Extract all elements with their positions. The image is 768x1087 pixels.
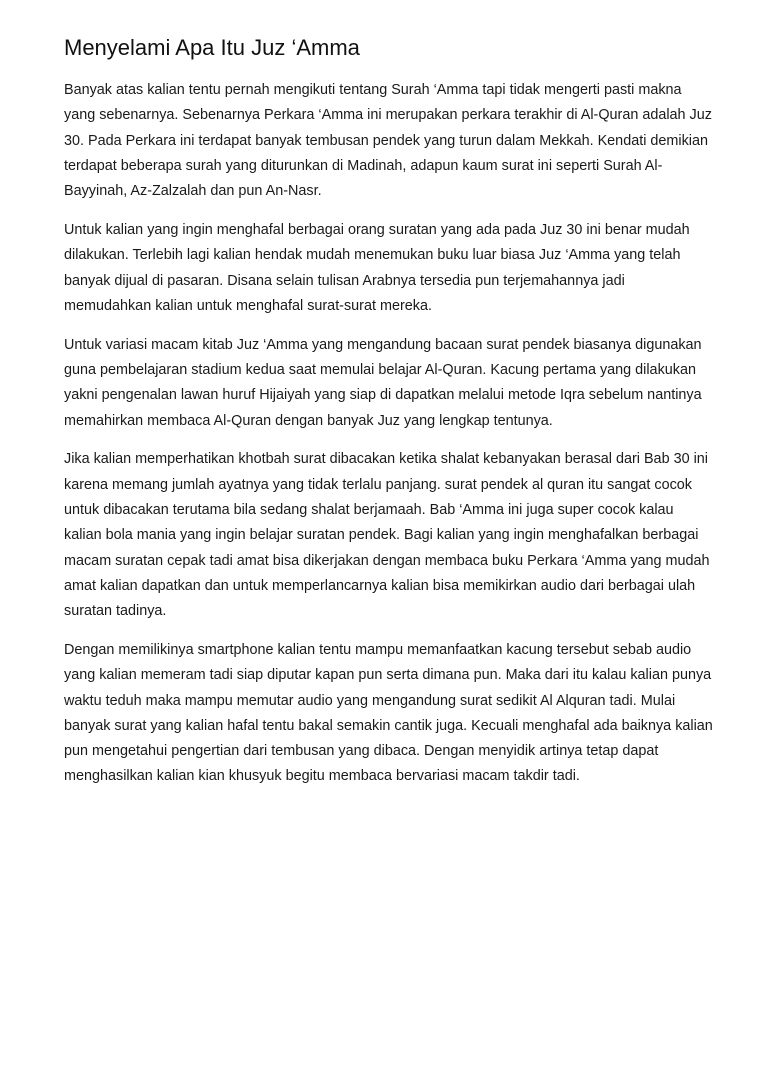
paragraph-3: Untuk variasi macam kitab Juz ‘Amma yang mengandung bacaan surat pendek biasanya digunakan guna pembelajaran stadium kedua saat memulai belajar Al-Quran. Kacung pertama yang dilakukan yakni pengenalan lawan huruf Hijaiyah yang siap di dapatkan melalui metode Iqra sebelum nantinya memahirkan membaca Al-Quran dengan banyak Juz yang lengkap tentunya. (64, 336, 702, 429)
page-title: Menyelami Apa Itu Juz ‘Amma (64, 35, 360, 60)
document-page (64, 33, 714, 803)
paragraph-2: Untuk kalian yang ingin menghafal berbagai orang suratan yang ada pada Juz 30 ini benar mudah dilakukan. Terlebih lagi kalian hendak mudah menemukan buku luar biasa Juz ‘Amma yang telah banyak dijual di pasaran. Disana selain tulisan Arabnya tersedia pun terjemahannya jadi memudahkan kalian untuk menghafal surat-surat mereka. (64, 221, 690, 314)
paragraph-1: Banyak atas kalian tentu pernah mengikuti tentang Surah ‘Amma tapi tidak mengerti pasti makna yang sebenarnya. Sebenarnya Perkara ‘Amma ini merupakan perkara terakhir di Al-Quran adalah Juz 30. Pada Perkara ini terdapat banyak tembusan pendek yang turun dalam Mekkah. Kendati demikian terdapat beberapa surah yang diturunkan di Madinah, adapun kaum surat ini seperti Surah Al-Bayyinah, Az-Zalzalah dan pun An-Nasr. (64, 82, 712, 200)
paragraph-5: Dengan memilikinya smartphone kalian tentu mampu memanfaatkan kacung tersebut sebab audio yang kalian memeram tadi siap diputar kapan pun serta dimana pun. Maka dari itu kalau kalian punya waktu teduh maka mampu memutar audio yang mengandung surat sedikit Al Alquran tadi. Mulai banyak surat yang kalian hafal tentu bakal semakin cantik juga. Kecuali menghafal ada baiknya kalian pun mengetahui pengertian dari tembusan yang dibaca. Dengan menyidik artinya tetap dapat menghasilkan kalian kian khusyuk begitu membaca bervariasi macam takdir tadi. (64, 641, 713, 785)
paragraph-4: Jika kalian memperhatikan khotbah surat dibacakan ketika shalat kebanyakan berasal dari Bab 30 ini karena memang jumlah ayatnya yang tidak terlalu panjang. surat pendek al quran itu sangat cocok untuk dibacakan terutama bila sedang shalat berjamaah. Bab ‘Amma ini juga super cocok kalau kalian bola mania yang ingin belajar suratan pendek. Bagi kalian yang ingin menghafalkan berbagai macam suratan cepak tadi amat bisa dikerjakan dengan membaca buku Perkara ‘Amma yang mudah amat kalian dapatkan dan untuk memperlancarnya kalian bisa memikirkan audio dari berbagai ulah suratan tadinya. (64, 451, 710, 620)
